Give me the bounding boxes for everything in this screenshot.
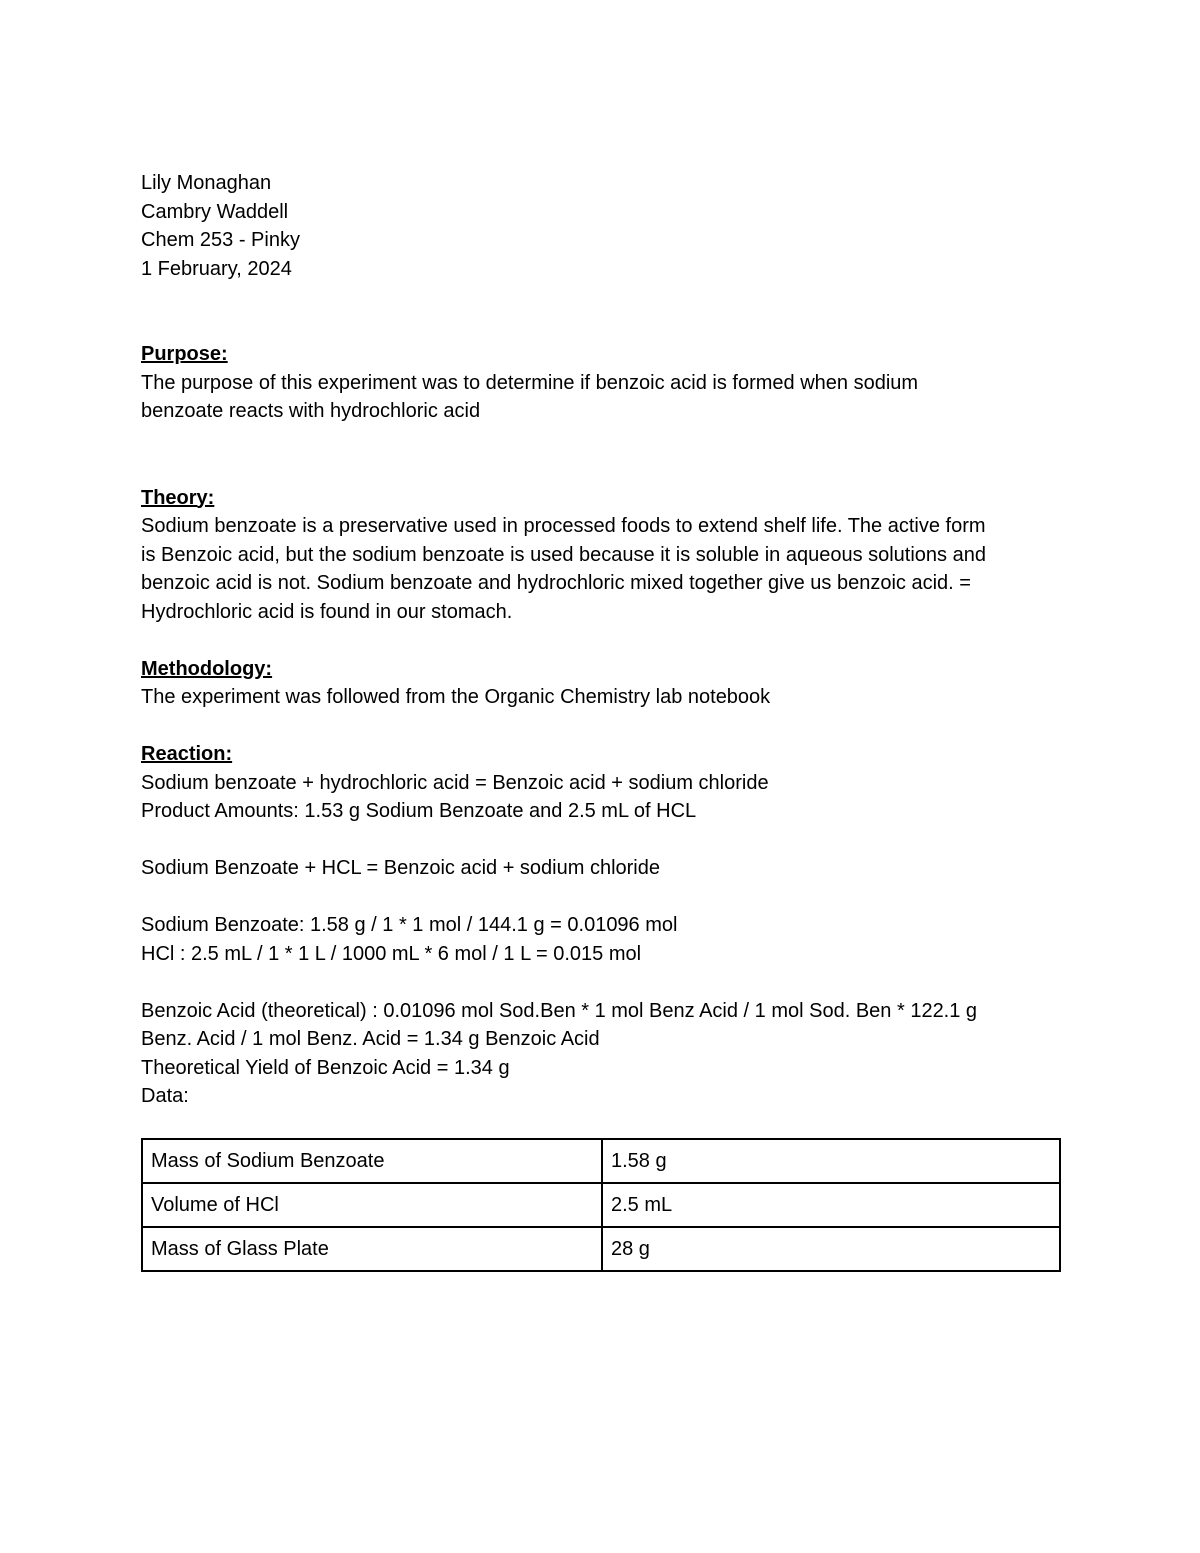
table-cell-label: Mass of Glass Plate xyxy=(142,1227,602,1271)
theory-text-line: is Benzoic acid, but the sodium benzoate is used because it is soluble in aqueous solutions and xyxy=(141,543,986,566)
reaction-equation-short: Sodium Benzoate + HCL = Benzoic acid + sodium chloride xyxy=(141,857,660,879)
course-name: Chem 253 - Pinky xyxy=(141,229,300,251)
theory-text-line: Hydrochloric acid is found in our stomach. xyxy=(141,600,513,623)
table-row xyxy=(142,1227,1060,1271)
reaction-heading: Reaction: xyxy=(141,743,233,765)
theory-heading: Theory: xyxy=(141,486,215,509)
hcl-calc: HCl : 2.5 mL / 1 * 1 L / 1000 mL * 6 mol / 1 L = 0.015 mol xyxy=(141,942,642,965)
purpose-text-line: benzoate reacts with hydrochloric acid xyxy=(141,400,481,422)
theory-section xyxy=(141,484,1061,627)
methodology-section xyxy=(141,655,1061,712)
reaction-section xyxy=(141,740,1061,1111)
theory-text-line: benzoic acid is not. Sodium benzoate and hydrochloric mixed together give us benzoic acid. = xyxy=(141,572,971,594)
purpose-section xyxy=(141,340,1061,426)
author-name-1: Lily Monaghan xyxy=(141,172,272,194)
table-cell-value: 28 g xyxy=(602,1227,1060,1271)
table-cell-label: Volume of HCl xyxy=(142,1183,602,1227)
data-table xyxy=(141,1138,1061,1272)
table-cell-label: Mass of Sodium Benzoate xyxy=(142,1139,602,1183)
theory-text-line: Sodium benzoate is a preservative used in processed foods to extend shelf life. The active form xyxy=(141,515,986,537)
table-row xyxy=(142,1139,1060,1183)
methodology-heading: Methodology: xyxy=(141,657,273,680)
table-cell-value: 1.58 g xyxy=(602,1139,1060,1183)
author-block xyxy=(141,169,1061,283)
document-body xyxy=(141,169,1061,1111)
reaction-equation: Sodium benzoate + hydrochloric acid = Benzoic acid + sodium chloride xyxy=(141,771,769,794)
product-amounts: Product Amounts: 1.53 g Sodium Benzoate and 2.5 mL of HCL xyxy=(141,800,697,822)
sodium-benzoate-calc: Sodium Benzoate: 1.58 g / 1 * 1 mol / 144.1 g = 0.01096 mol xyxy=(141,914,678,936)
benzoic-acid-calc-line: Benzoic Acid (theoretical) : 0.01096 mol Sod.Ben * 1 mol Benz Acid / 1 mol Sod. Ben * 122.1 g xyxy=(141,999,978,1022)
methodology-text-line: The experiment was followed from the Organic Chemistry lab notebook xyxy=(141,686,771,708)
author-name-2: Cambry Waddell xyxy=(141,200,289,223)
benzoic-acid-calc-line: Benz. Acid / 1 mol Benz. Acid = 1.34 g Benzoic Acid xyxy=(141,1028,600,1050)
table-cell-value: 2.5 mL xyxy=(602,1183,1060,1227)
document-date: 1 February, 2024 xyxy=(141,257,292,280)
purpose-text-line: The purpose of this experiment was to determine if benzoic acid is formed when sodium xyxy=(141,371,919,394)
data-label: Data: xyxy=(141,1085,189,1107)
table-row xyxy=(142,1183,1060,1227)
theoretical-yield: Theoretical Yield of Benzoic Acid = 1.34 g xyxy=(141,1056,510,1079)
purpose-heading: Purpose: xyxy=(141,343,228,365)
